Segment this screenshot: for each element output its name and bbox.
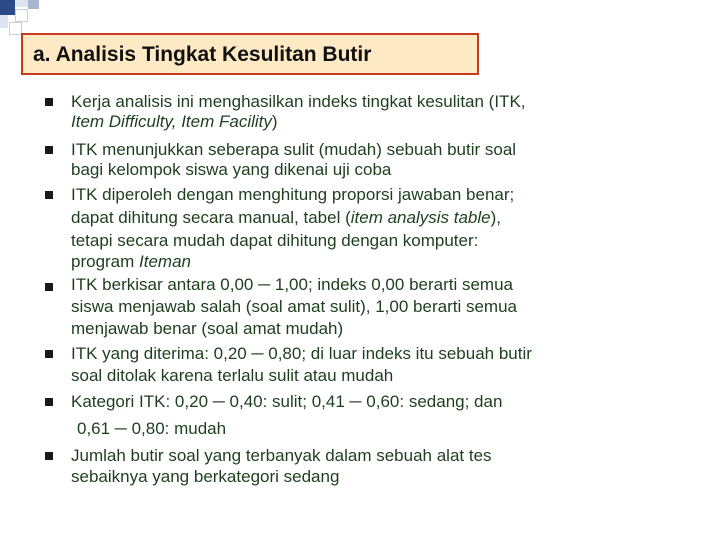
- corner-square-decoration: [28, 0, 39, 9]
- corner-square-decoration: [15, 9, 28, 22]
- bullet-marker: [45, 452, 53, 460]
- bullet-4-line-2: siswa menjawab salah (soal amat sulit), 1,00 berarti semua: [71, 297, 517, 316]
- bullet-marker: [45, 398, 53, 406]
- bullet-4-line-3: menjawab benar (soal amat mudah): [71, 319, 344, 338]
- bullet-1-line-1: Kerja analisis ini menghasilkan indeks tingkat kesulitan (ITK,: [71, 92, 526, 111]
- bullet-marker: [45, 283, 53, 291]
- bullet-3-line-2: dapat dihitung secara manual, tabel (item analysis table),: [71, 208, 501, 227]
- corner-square-decoration: [15, 0, 28, 7]
- slide-title-box: [21, 33, 479, 75]
- bullet-3-line-3: tetapi secara mudah dapat dihitung dengan komputer:: [71, 231, 479, 250]
- bullet-1-line-2: Item Difficulty, Item Facility): [71, 112, 278, 131]
- bullet-marker: [45, 146, 53, 154]
- bullet-7-line-2: sebaiknya yang berkategori sedang: [71, 467, 340, 486]
- corner-square-decoration: [0, 15, 8, 28]
- bullet-7-line-1: Jumlah butir soal yang terbanyak dalam sebuah alat tes: [71, 446, 492, 465]
- bullet-5-line-2: soal ditolak karena terlalu sulit atau mudah: [71, 366, 394, 385]
- bullet-4-line-1: ITK berkisar antara 0,00 ─ 1,00; indeks 0,00 berarti semua: [71, 275, 513, 294]
- bullet-6-line-2: 0,61 ─ 0,80: mudah: [77, 419, 227, 438]
- corner-square-decoration: [0, 0, 15, 15]
- bullet-2-line-1: ITK menunjukkan seberapa sulit (mudah) sebuah butir soal: [71, 140, 517, 159]
- bullet-6-line-1: Kategori ITK: 0,20 ─ 0,40: sulit; 0,41 ─ 0,60: sedang; dan: [71, 392, 503, 411]
- slide-title: a. Analisis Tingkat Kesulitan Butir: [33, 43, 372, 66]
- bullet-3-line-1: ITK diperoleh dengan menghitung proporsi jawaban benar;: [71, 185, 515, 204]
- bullet-3-line-4: program Iteman: [71, 252, 192, 271]
- bullet-5-line-1: ITK yang diterima: 0,20 ─ 0,80; di luar indeks itu sebuah butir: [71, 344, 532, 363]
- bullet-marker: [45, 98, 53, 106]
- bullet-marker: [45, 191, 53, 199]
- bullet-2-line-2: bagi kelompok siswa yang dikenai uji coba: [71, 160, 392, 179]
- bullet-marker: [45, 350, 53, 358]
